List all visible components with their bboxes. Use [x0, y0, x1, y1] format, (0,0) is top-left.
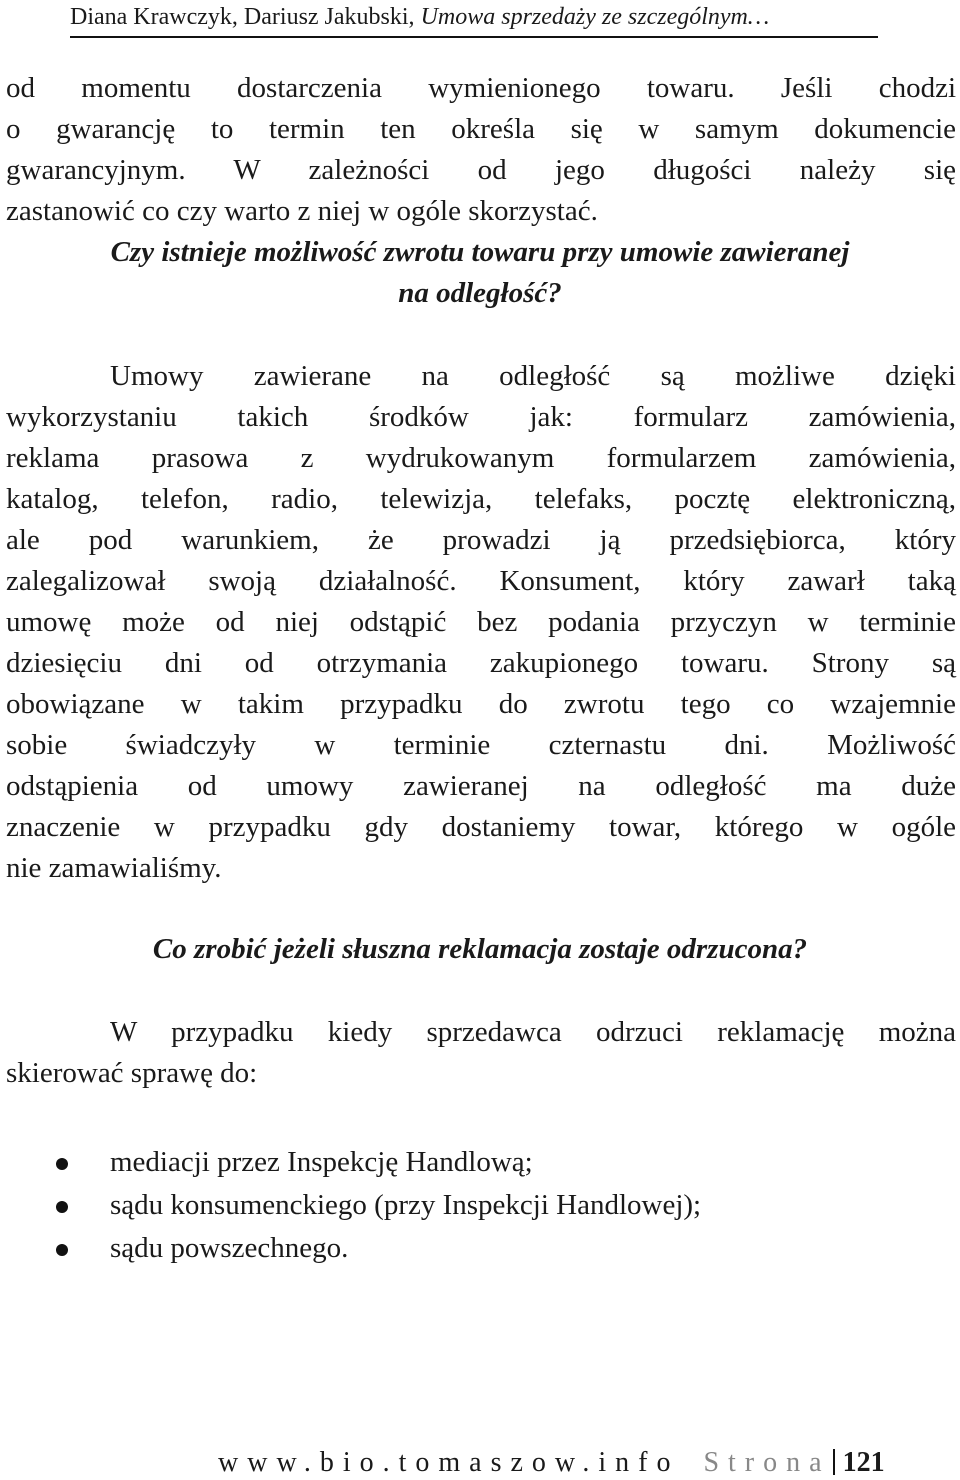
bullet-icon [56, 1244, 68, 1256]
paragraph-line: o gwarancję to termin ten określa się w samym dokumencie [6, 113, 956, 145]
page-footer [218, 1446, 958, 1480]
paragraph-line: ale pod warunkiem, że prowadzi ją przedsiębiorca, który [6, 524, 956, 556]
list-item-text: sądu powszechnego. [110, 1232, 349, 1264]
paragraph-line: wykorzystaniu takich środków jak: formularz zamówienia, [6, 401, 956, 433]
bullet-icon [56, 1158, 68, 1170]
section-heading: Co zrobić jeżeli słuszna reklamacja zostaje odrzucona? [152, 933, 808, 965]
list-item [0, 1142, 960, 1185]
footer-divider [833, 1449, 835, 1475]
running-header [70, 2, 878, 38]
paragraph-line: reklama prasowa z wydrukowanym formularzem zamówienia, [6, 442, 956, 474]
paragraph-line: nie zamawialiśmy. [6, 852, 222, 884]
page-number: 121 [842, 1447, 885, 1478]
paragraph-line: skierować sprawę do: [6, 1057, 258, 1089]
list-item-text: sądu konsumenckiego (przy Inspekcji Handlowej); [110, 1189, 702, 1221]
paragraph-line: od momentu dostarczenia wymienionego towaru. Jeśli chodzi [6, 72, 956, 104]
paragraph-line: znaczenie w przypadku gdy dostaniemy towar, którego w ogóle [6, 811, 956, 843]
paragraph-line: W przypadku kiedy sprzedawca odrzuci reklamację można [110, 1016, 956, 1048]
section-heading: na odległość? [398, 277, 562, 309]
paragraph-line: zalegalizował swoją działalność. Konsument, który zawarł taką [6, 565, 956, 597]
list-item [0, 1228, 960, 1271]
header-authors: Diana Krawczyk, Dariusz Jakubski, [70, 4, 415, 30]
paragraph-line: gwarancyjnym. W zależności od jego długości należy się [6, 154, 956, 186]
paragraph-line: odstąpienia od umowy zawieranej na odległość ma duże [6, 770, 956, 802]
header-title: Umowa sprzedaży ze szczególnym… [420, 4, 770, 30]
paragraph-line: sobie świadczyły w terminie czternastu dni. Możliwość [6, 729, 956, 761]
bullet-list [0, 1142, 960, 1271]
paragraph-line: katalog, telefon, radio, telewizja, telefaks, pocztę elektroniczną, [6, 483, 956, 515]
paragraph-line: dziesięciu dni od otrzymania zakupionego towaru. Strony są [6, 647, 956, 679]
list-item-text: mediacji przez Inspekcję Handlową; [110, 1146, 533, 1178]
paragraph-line: zastanowić co czy warto z niej w ogóle skorzystać. [6, 195, 598, 227]
paragraph-line: Umowy zawierane na odległość są możliwe dzięki [110, 360, 956, 392]
footer-url[interactable]: www.bio.tomaszow.info [218, 1447, 680, 1478]
list-item [0, 1185, 960, 1228]
paragraph-line: umowę może od niej odstąpić bez podania przyczyn w terminie [6, 606, 956, 638]
section-heading: Czy istnieje możliwość zwrotu towaru przy umowie zawieranej [110, 236, 850, 268]
paragraph-line: obowiązane w takim przypadku do zwrotu tego co wzajemnie [6, 688, 956, 720]
footer-page-label: Strona [703, 1447, 831, 1478]
bullet-icon [56, 1201, 68, 1213]
